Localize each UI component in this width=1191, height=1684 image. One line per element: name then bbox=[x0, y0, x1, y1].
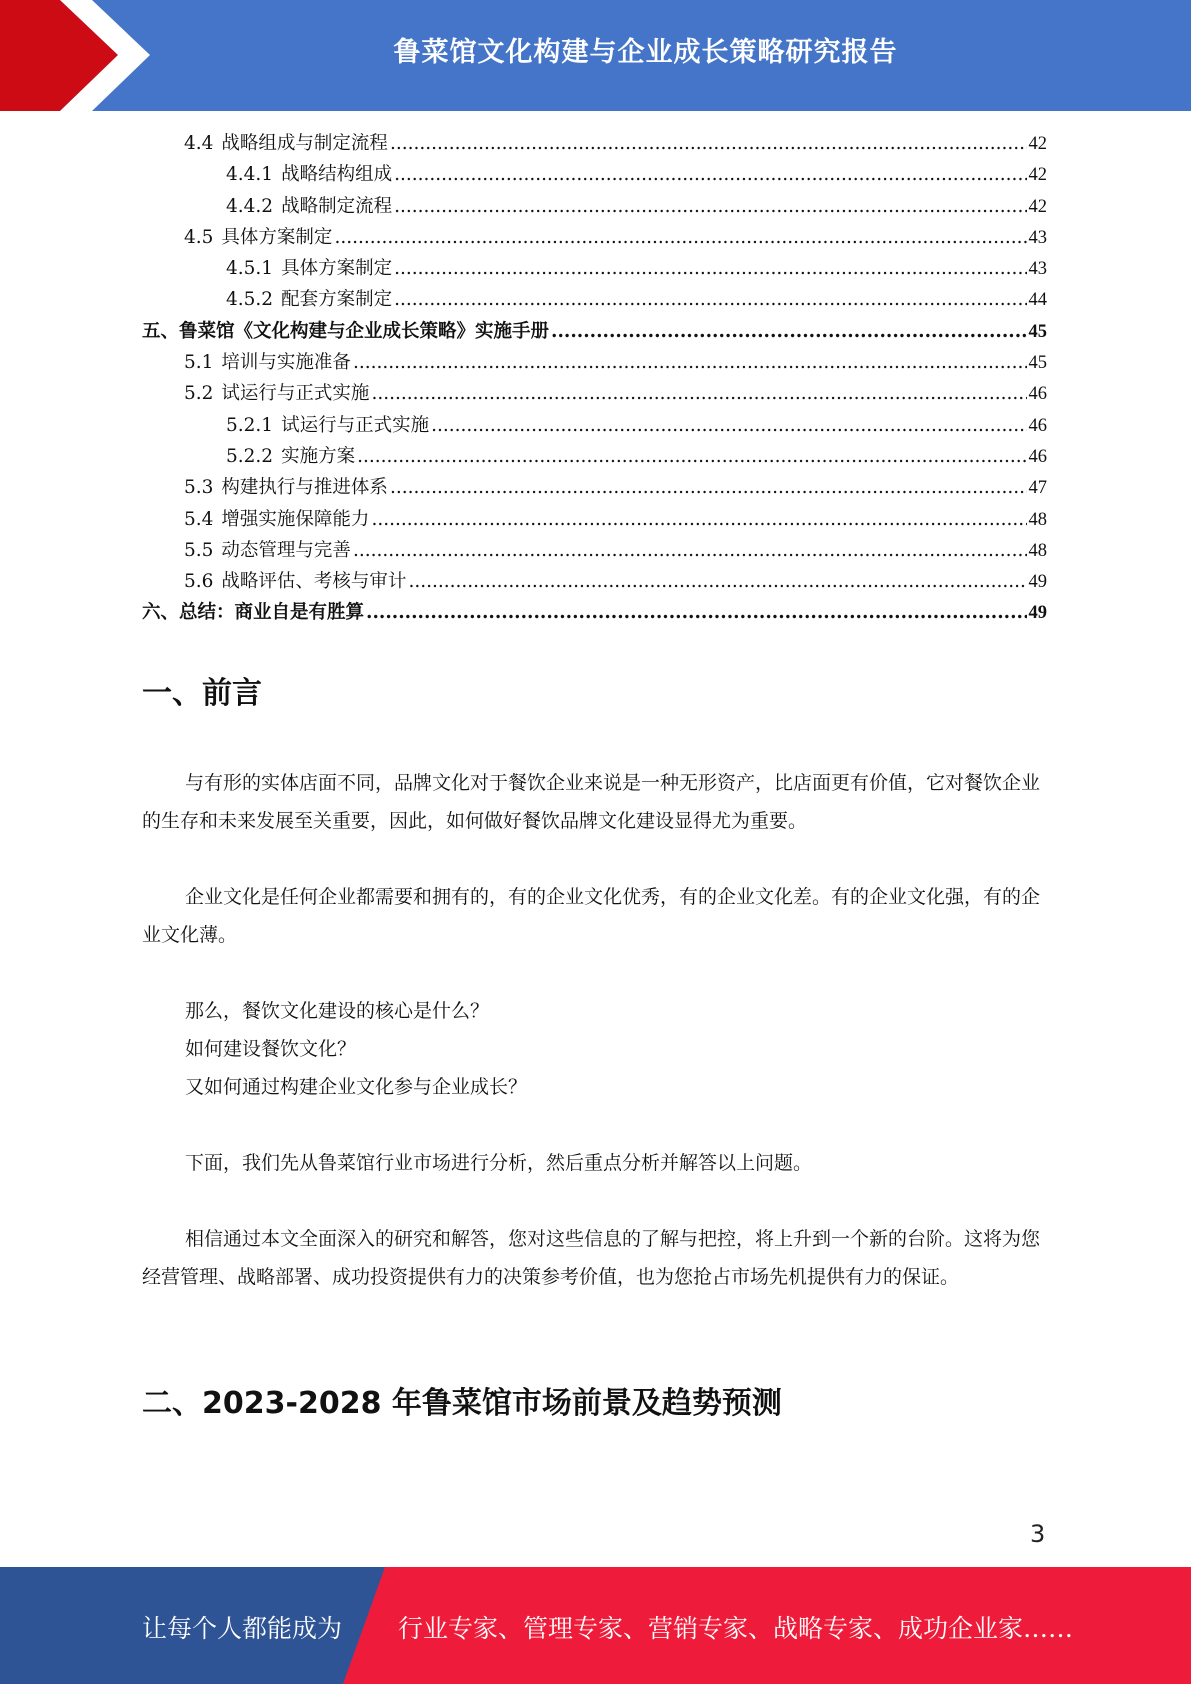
toc-entry-page: 43 bbox=[1028, 259, 1047, 280]
footer-slogan-right: 行业专家、管理专家、营销专家、战略专家、成功企业家…… bbox=[398, 1614, 1074, 1643]
toc-entry-5-6[interactable] bbox=[142, 566, 1047, 597]
page-header bbox=[0, 0, 1191, 111]
paragraph-text: 相信通过本文全面深入的研究和解答，您对这些信息的了解与把控，将上升到一个新的台阶。这将为您经营管理、战略部署、成功投资提供有力的决策参考价值，也为您抢占市场先机提供有力的保证。 bbox=[142, 1228, 1041, 1288]
toc-entry-5-2[interactable] bbox=[142, 378, 1047, 409]
toc-entry-number: 5.3 bbox=[184, 477, 214, 499]
toc-entry-number: 5.2 bbox=[184, 383, 214, 405]
toc-entry-number: 5.2.1 bbox=[226, 414, 274, 436]
toc-entry-number: 5.2.2 bbox=[226, 445, 274, 467]
toc-leader-dots bbox=[394, 191, 1026, 222]
toc-entry-page: 42 bbox=[1028, 196, 1047, 217]
toc-entry-page: 46 bbox=[1028, 415, 1047, 436]
toc-leader-dots bbox=[394, 159, 1026, 190]
toc-entry-number: 4.4.2 bbox=[226, 195, 274, 217]
toc-entry-number: 5.5 bbox=[184, 539, 214, 561]
toc-entry-number: 4.5.1 bbox=[226, 258, 274, 280]
toc-entry-number: 4.5.2 bbox=[226, 289, 274, 311]
toc-entry-4-5[interactable] bbox=[142, 222, 1047, 253]
toc-entry-page: 44 bbox=[1028, 290, 1047, 311]
toc-entry-title: 培训与实施准备 bbox=[221, 352, 351, 374]
toc-leader-dots bbox=[390, 128, 1027, 159]
toc-entry-page: 49 bbox=[1028, 572, 1047, 593]
toc-entry-title: 战略结构组成 bbox=[281, 164, 393, 186]
page-footer bbox=[0, 1567, 1191, 1684]
toc-leader-dots bbox=[394, 284, 1026, 315]
toc-entry-title: 具体方案制定 bbox=[221, 226, 333, 248]
toc-entry-4-5-2[interactable] bbox=[142, 284, 1047, 315]
toc-leader-dots bbox=[353, 535, 1027, 566]
toc-entry-chapter-5[interactable] bbox=[142, 316, 1047, 347]
question-line: 那么，餐饮文化建设的核心是什么？ bbox=[185, 1000, 490, 1022]
toc-leader-dots bbox=[394, 253, 1026, 284]
paragraph-text: 下面，我们先从鲁菜馆行业市场进行分析，然后重点分析并解答以上问题。 bbox=[185, 1152, 813, 1174]
toc-entry-title: 五、鲁菜馆《文化构建与企业成长策略》实施手册 bbox=[142, 320, 550, 342]
toc-entry-5-2-2[interactable] bbox=[142, 441, 1047, 472]
toc-entry-page: 49 bbox=[1028, 603, 1047, 624]
toc-entry-title: 实施方案 bbox=[281, 445, 356, 467]
toc-leader-dots bbox=[366, 597, 1026, 628]
toc-entry-title: 战略评估、考核与审计 bbox=[221, 571, 407, 593]
toc-entry-page: 42 bbox=[1028, 134, 1047, 154]
toc-entry-title: 构建执行与推进体系 bbox=[221, 477, 388, 499]
toc-entry-number: 4.4.1 bbox=[226, 164, 274, 186]
toc-entry-number: 4.5 bbox=[184, 226, 214, 248]
toc-entry-page: 46 bbox=[1028, 446, 1047, 467]
toc-entry-title: 战略组成与制定流程 bbox=[221, 133, 388, 154]
toc-leader-dots bbox=[353, 347, 1027, 378]
toc-entry-5-1[interactable] bbox=[142, 347, 1047, 378]
toc-entry-5-3[interactable] bbox=[142, 472, 1047, 503]
toc-entry-number: 5.4 bbox=[184, 508, 214, 530]
toc-entry-title: 具体方案制定 bbox=[281, 258, 393, 280]
question-line: 如何建设餐饮文化？ bbox=[185, 1038, 357, 1060]
toc-entry-page: 43 bbox=[1028, 227, 1047, 248]
toc-entry-page: 47 bbox=[1028, 478, 1047, 499]
toc-entry-title: 战略制定流程 bbox=[281, 195, 393, 217]
toc-leader-dots bbox=[357, 441, 1026, 472]
toc-entry-4-4-1[interactable] bbox=[142, 159, 1047, 190]
toc-entry-title: 试运行与正式实施 bbox=[221, 383, 370, 405]
toc-leader-dots bbox=[431, 410, 1026, 441]
toc-entry-title: 试运行与正式实施 bbox=[281, 414, 430, 436]
paragraph bbox=[142, 1220, 1047, 1296]
toc-leader-dots bbox=[334, 222, 1026, 253]
toc-leader-dots bbox=[371, 504, 1026, 535]
paragraph-text: 企业文化是任何企业都需要和拥有的，有的企业文化优秀，有的企业文化差。有的企业文化强，有的企业文化薄。 bbox=[142, 886, 1041, 946]
toc-entry-title: 六、总结：商业自是有胜算 bbox=[142, 602, 365, 624]
paragraph bbox=[142, 764, 1047, 840]
toc-entry-4-4[interactable] bbox=[142, 128, 1047, 159]
toc-entry-title: 动态管理与完善 bbox=[221, 539, 351, 561]
paragraph-text: 与有形的实体店面不同，品牌文化对于餐饮企业来说是一种无形资产，比店面更有价值，它对餐饮企业的生存和未来发展至关重要，因此，如何做好餐饮品牌文化建设显得尤为重要。 bbox=[142, 772, 1041, 832]
section-heading-market-forecast: 二、2023-2028 年鲁菜馆市场前景及趋势预测 bbox=[142, 1386, 782, 1421]
toc-entry-number: 5.1 bbox=[184, 352, 214, 374]
question-line: 又如何通过构建企业文化参与企业成长？ bbox=[185, 1076, 528, 1098]
table-of-contents bbox=[142, 128, 1047, 629]
toc-leader-dots bbox=[551, 316, 1026, 347]
toc-leader-dots bbox=[390, 472, 1027, 503]
footer-slogan-left: 让每个人都能成为 bbox=[142, 1614, 343, 1643]
page-number: 3 bbox=[1030, 1520, 1046, 1548]
toc-entry-4-5-1[interactable] bbox=[142, 253, 1047, 284]
toc-leader-dots bbox=[371, 378, 1026, 409]
toc-entry-page: 46 bbox=[1028, 384, 1047, 405]
toc-entry-page: 48 bbox=[1028, 509, 1047, 530]
toc-entry-5-5[interactable] bbox=[142, 535, 1047, 566]
toc-entry-chapter-6[interactable] bbox=[142, 597, 1047, 628]
toc-leader-dots bbox=[408, 566, 1026, 597]
toc-entry-number: 4.4 bbox=[184, 133, 214, 154]
toc-entry-number: 5.6 bbox=[184, 571, 214, 593]
paragraph bbox=[142, 878, 1047, 954]
section-heading-preface: 一、前言 bbox=[142, 676, 262, 711]
toc-entry-title: 配套方案制定 bbox=[281, 289, 393, 311]
toc-entry-page: 45 bbox=[1028, 321, 1047, 342]
toc-entry-5-2-1[interactable] bbox=[142, 410, 1047, 441]
header-title: 鲁菜馆文化构建与企业成长策略研究报告 bbox=[393, 37, 898, 68]
toc-entry-4-4-2[interactable] bbox=[142, 191, 1047, 222]
toc-entry-5-4[interactable] bbox=[142, 504, 1047, 535]
toc-entry-page: 48 bbox=[1028, 540, 1047, 561]
toc-entry-page: 45 bbox=[1028, 353, 1047, 374]
toc-entry-page: 42 bbox=[1028, 165, 1047, 186]
toc-entry-title: 增强实施保障能力 bbox=[221, 508, 370, 530]
